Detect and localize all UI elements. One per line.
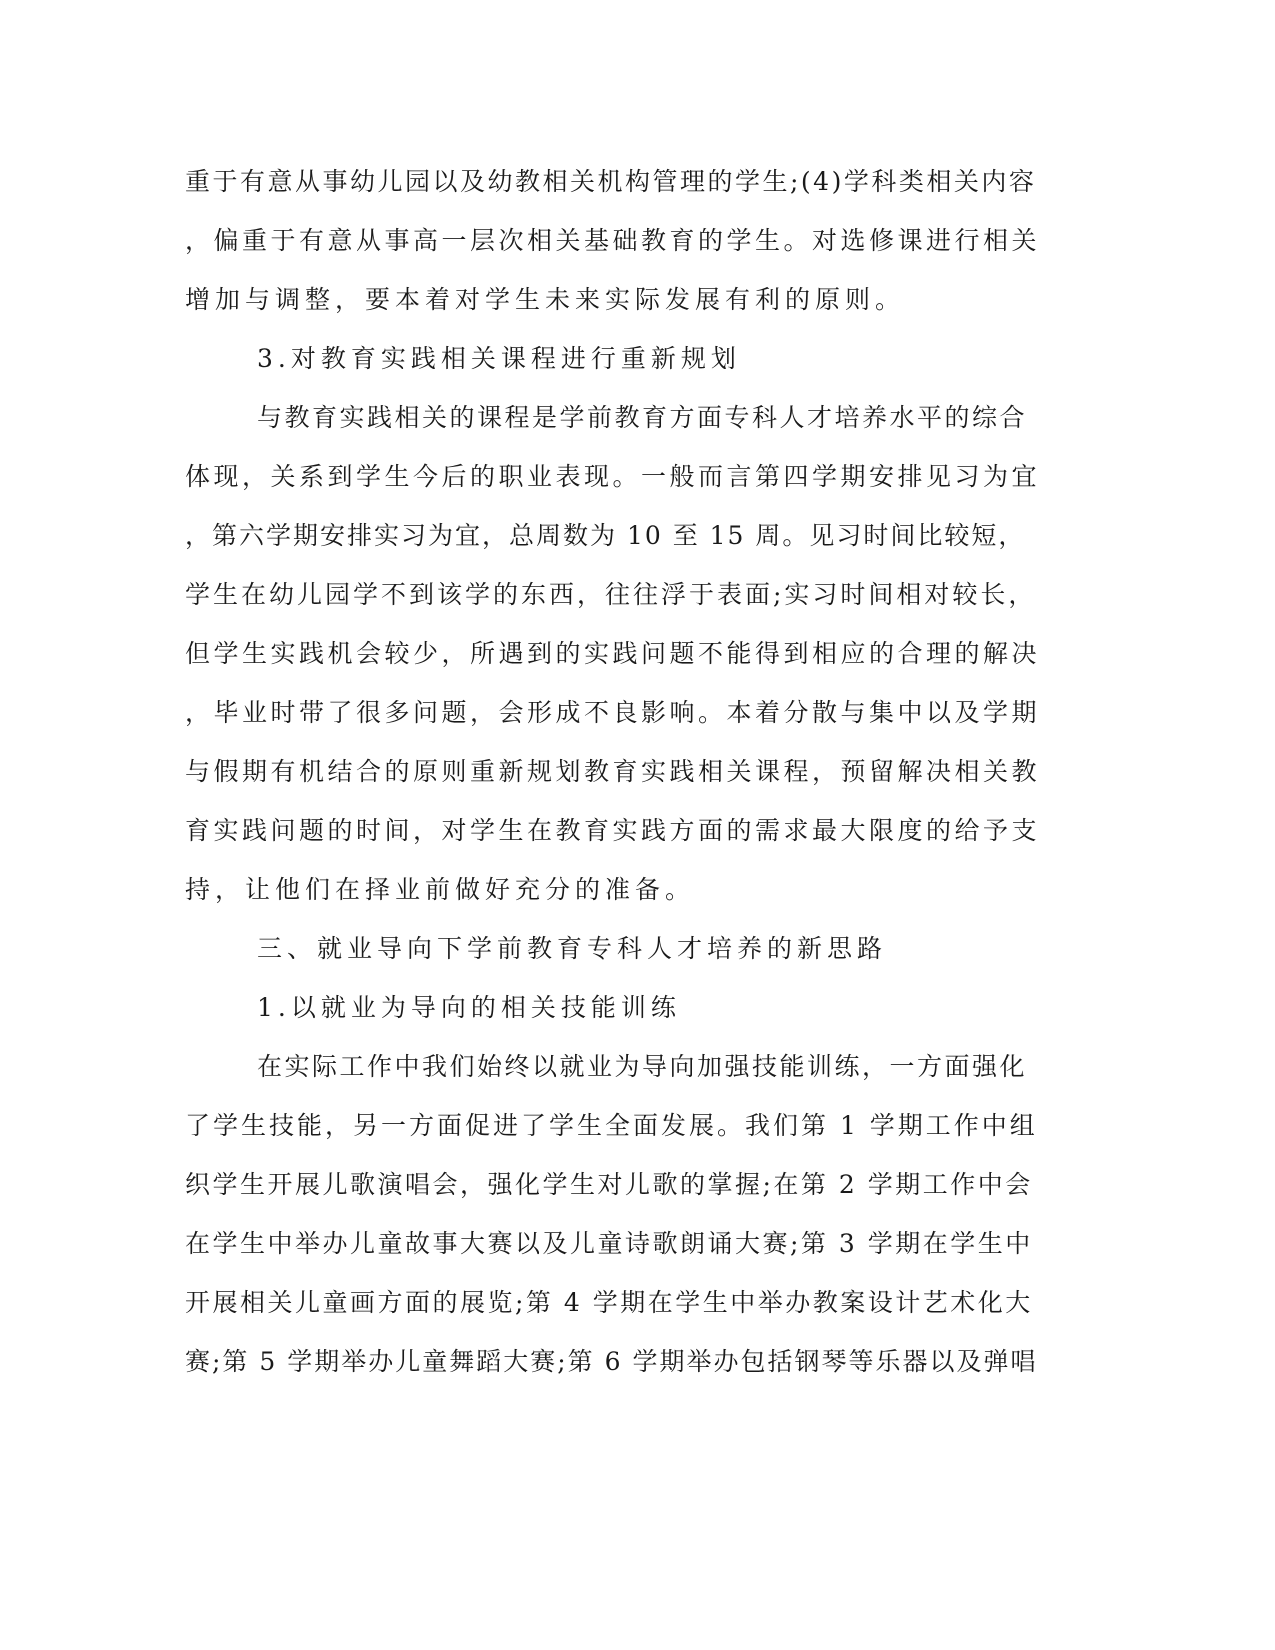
text-line: 增加与调整，要本着对学生未来实际发展有利的原则。: [185, 285, 906, 314]
text-line: 开展相关儿童画方面的展览;第 4 学期在学生中举办教案设计艺术化大: [185, 1288, 1033, 1317]
text-line: 织学生开展儿歌演唱会，强化学生对儿歌的掌握;在第 2 学期工作中会: [185, 1170, 1033, 1199]
chapter-heading: 三、就业导向下学前教育专科人才培养的新思路: [257, 934, 888, 963]
text-line: 重于有意从事幼儿园以及幼教相关机构管理的学生;(4)学科类相关内容: [185, 167, 1037, 196]
text-line: 持，让他们在择业前做好充分的准备。: [185, 875, 696, 904]
text-line: 赛;第 5 学期举办儿童舞蹈大赛;第 6 学期举办包括钢琴等乐器以及弹唱: [185, 1347, 1038, 1376]
text-line: 在实际工作中我们始终以就业为导向加强技能训练，一方面强化: [257, 1052, 1028, 1081]
section-heading: 3.对教育实践相关课程进行重新规划: [257, 344, 741, 373]
text-line: 了学生技能，另一方面促进了学生全面发展。我们第 1 学期工作中组: [185, 1111, 1038, 1140]
text-line: 学生在幼儿园学不到该学的东西，往往浮于表面;实习时间相对较长，: [185, 580, 1037, 609]
text-line: 与假期有机结合的原则重新规划教育实践相关课程，预留解决相关教: [185, 757, 1041, 786]
text-line: 育实践问题的时间，对学生在教育实践方面的需求最大限度的给予支: [185, 816, 1041, 845]
text-line: 但学生实践机会较少，所遇到的实践问题不能得到相应的合理的解决: [185, 639, 1041, 668]
section-heading: 1.以就业为导向的相关技能训练: [257, 993, 681, 1022]
text-line: ，第六学期安排实习为宜，总周数为 10 至 15 周。见习时间比较短，: [185, 521, 1026, 550]
text-line: 体现，关系到学生今后的职业表现。一般而言第四学期安排见习为宜: [185, 462, 1041, 491]
text-line: 与教育实践相关的课程是学前教育方面专科人才培养水平的综合: [257, 403, 1028, 432]
text-line: ，毕业时带了很多问题，会形成不良影响。本着分散与集中以及学期: [185, 698, 1041, 727]
text-line: ，偏重于有意从事高一层次相关基础教育的学生。对选修课进行相关: [185, 226, 1041, 255]
text-line: 在学生中举办儿童故事大赛以及儿童诗歌朗诵大赛;第 3 学期在学生中: [185, 1229, 1033, 1258]
